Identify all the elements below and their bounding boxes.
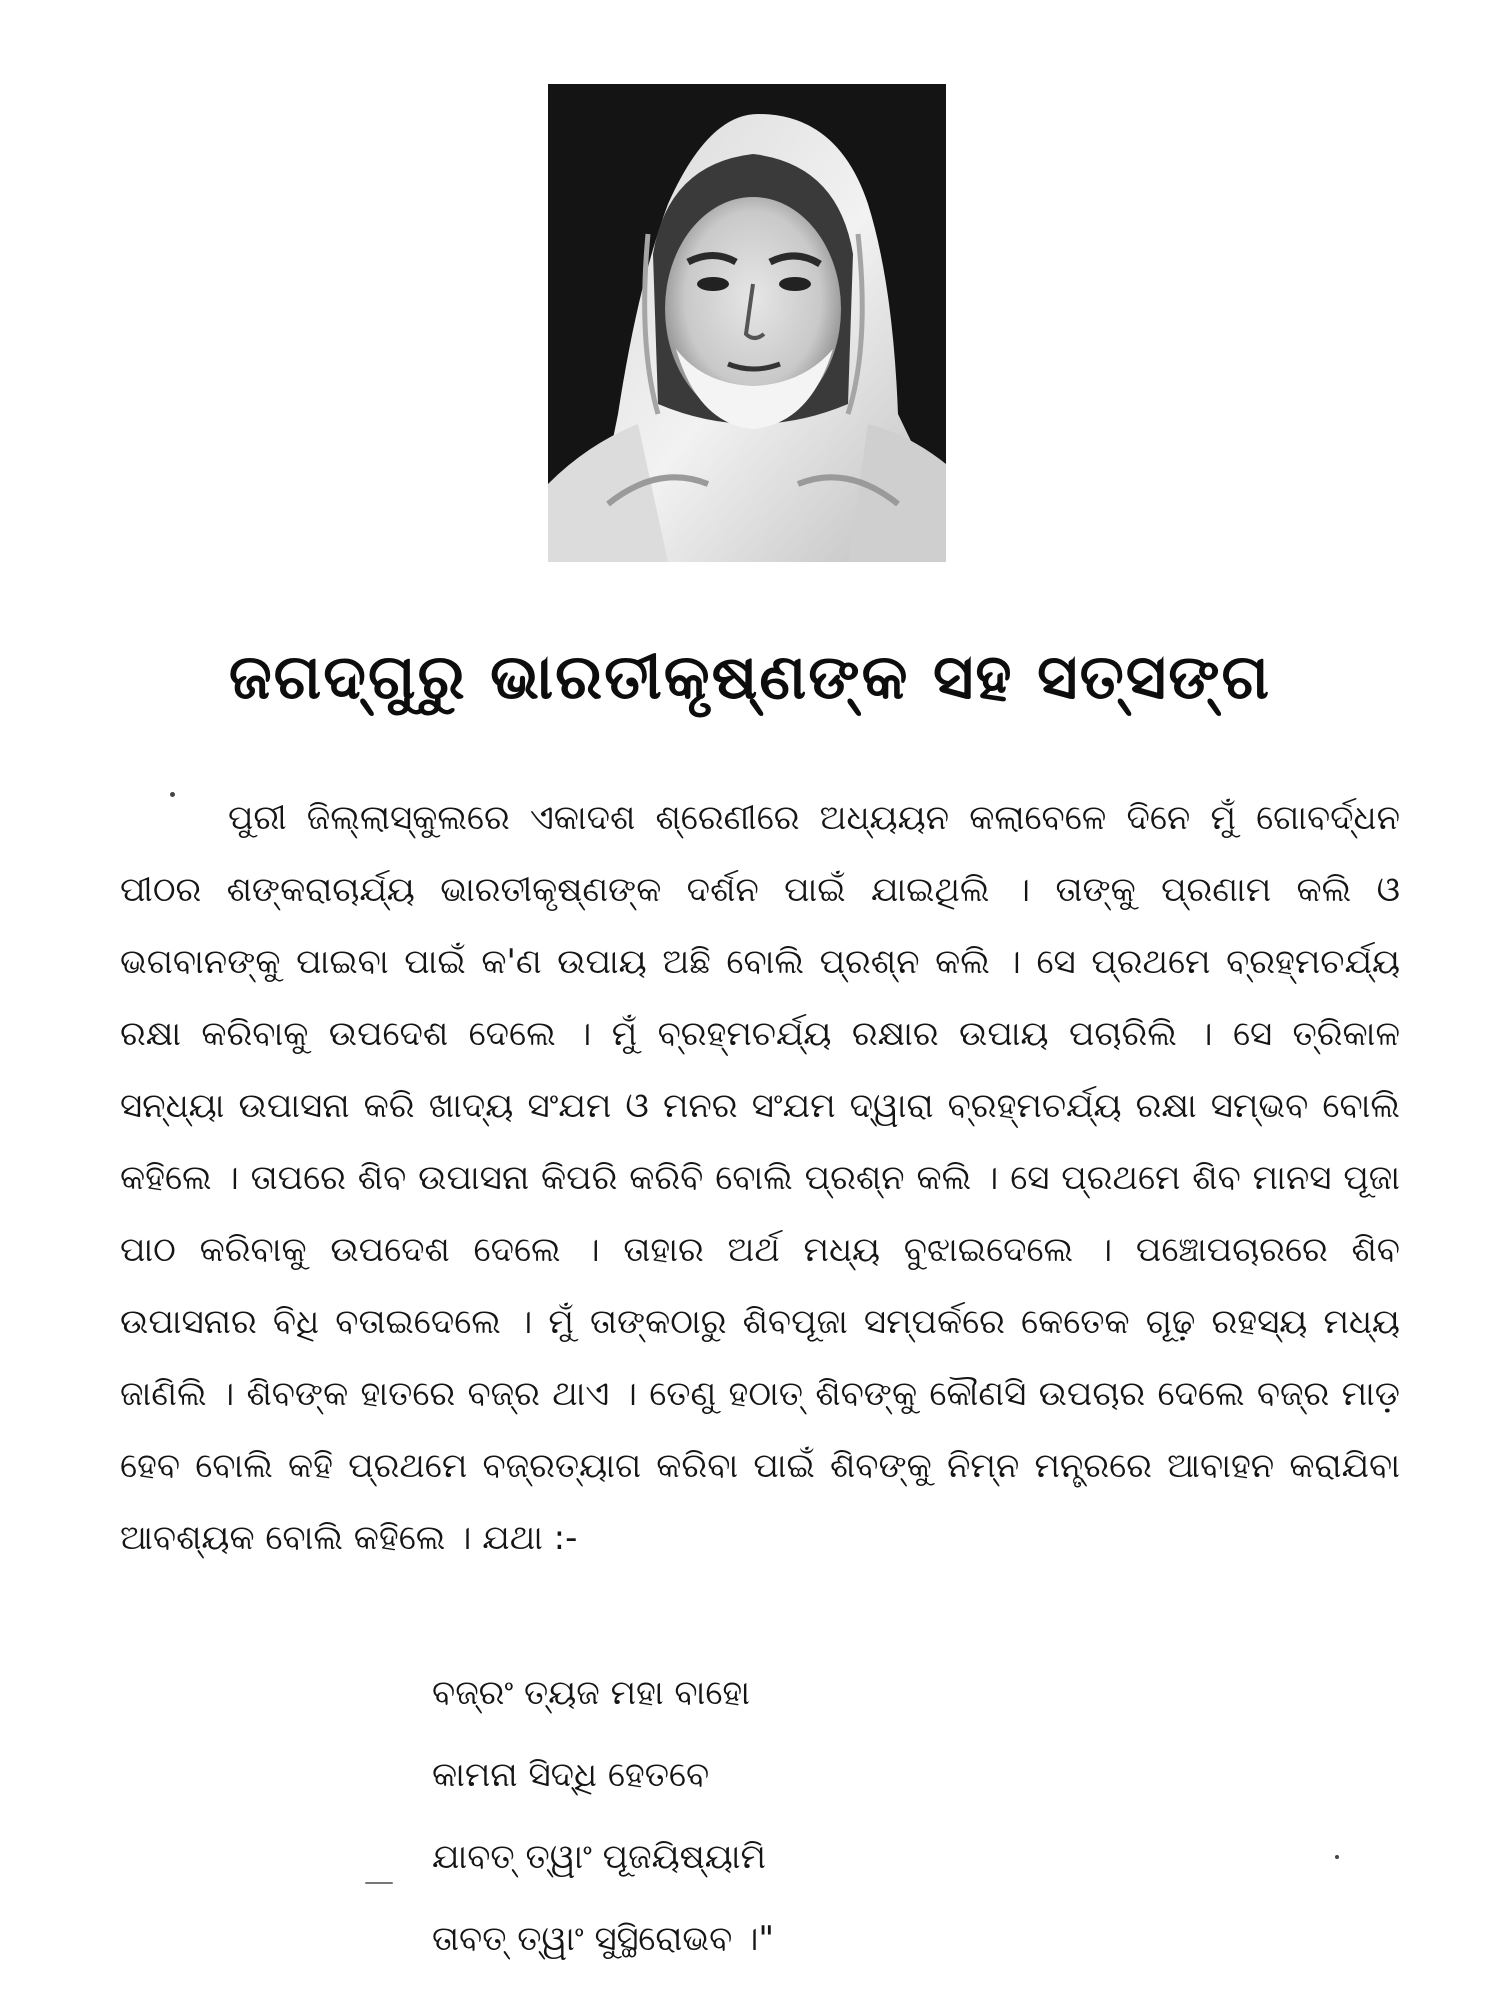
verse-line: ବଜ୍ରଂ ତ୍ୟଜ ମହା ବାହୋ [432,1673,750,1713]
scan-speck [170,792,175,797]
scan-speck [365,1882,393,1884]
verse-block [432,1652,774,1980]
page-title: ଜଗଦ୍‌ଗୁରୁ ଭାରତୀକୃଷ୍ଣଙ୍କ ସହ ସତ୍‌ସଙ୍ଗ [228,640,1272,713]
scan-speck [1335,1855,1339,1859]
body-paragraph: ପୁରୀ ଜିଲ୍ଲାସ୍କୁଲରେ ଏକାଦଶ ଶ୍ରେଣୀରେ ଅଧ୍ୟୟନ କଲାବେଳେ ଦିନେ ମୁଁ ଗୋବର୍ଦ୍ଧନ ପୀଠର ଶଙ୍କରାଚାର୍ଯ୍ୟ ଭାରତୀକୃଷ୍ଣଙ୍କ ଦର୍ଶନ ପାଇଁ ଯାଇଥିଲି । ତାଙ୍କୁ ପ୍ରଣାମ କଲି ଓ ଭଗବାନଙ୍କୁ ପାଇବା ପାଇଁ କ'ଣ ଉପାୟ ଅଛି ବୋଲି ପ୍ରଶ୍ନ କଲି । ସେ ପ୍ରଥମେ ବ୍ରହ୍ମଚର୍ଯ୍ୟ ରକ୍ଷା କରିବାକୁ ଉପଦେଶ ଦେଲେ । ମୁଁ ବ୍ରହ୍ମଚର୍ଯ୍ୟ ରକ୍ଷାର ଉପାୟ ପଚାରିଲି । ସେ ତ୍ରିକାଳ ସନ୍ଧ୍ୟା ଉପାସନା କରି ଖାଦ୍ୟ ସଂଯମ ଓ ମନର ସଂଯମ ଦ୍ୱାରା ବ୍ରହ୍ମଚର୍ଯ୍ୟ ରକ୍ଷା ସମ୍ଭବ ବୋଲି କହିଲେ । ତାପରେ ଶିବ ଉପାସନା କିପରି କରିବି ବୋଲି ପ୍ରଶ୍ନ କଲି । ସେ ପ୍ରଥମେ ଶିବ ମାନସ ପୂଜା ପାଠ କରିବାକୁ ଉପଦେଶ ଦେଲେ । ତାହାର ଅର୍ଥ ମଧ୍ୟ ବୁଝାଇଦେଲେ । ପଞ୍ଚୋପଚାରରେ ଶିବ ଉପାସନାର ବିଧି ବତାଇଦେଲେ । ମୁଁ ତାଙ୍କଠାରୁ ଶିବପୂଜା ସମ୍ପର୍କରେ କେତେକ ଗୂଢ଼ ରହସ୍ୟ ମଧ୍ୟ ଜାଣିଲି । ଶିବଙ୍କ ହାତରେ ବଜ୍ର ଥାଏ । ତେଣୁ ହଠାତ୍ ଶିବଙ୍କୁ କୌଣସି ଉପଚାର ଦେଲେ ବଜ୍ର ମାଡ଼ ହେବ ବୋଲି କହି ପ୍ରଥମେ ବଜ୍ରତ୍ୟାଗ କରିବା ପାଇଁ ଶିବଙ୍କୁ ନିମ୍ନ ମନ୍ତ୍ରରେ ଆବାହନ କରାଯିବା ଆବଶ୍ୟକ ବୋଲି କହିଲେ । ଯଥା :- [120,798,1400,1558]
verse-line: ତାବତ୍ ତ୍ୱାଂ ସୁସ୍ଥିରୋଭବ ।" [432,1919,775,1959]
verse-line: କାମନା ସିଦ୍ଧି ହେତବେ [432,1755,710,1795]
portrait-icon [548,84,946,562]
portrait-photo [548,84,946,562]
verse-line: ଯାବତ୍ ତ୍ୱାଂ ପୂଜୟିଷ୍ୟାମି [432,1837,766,1877]
